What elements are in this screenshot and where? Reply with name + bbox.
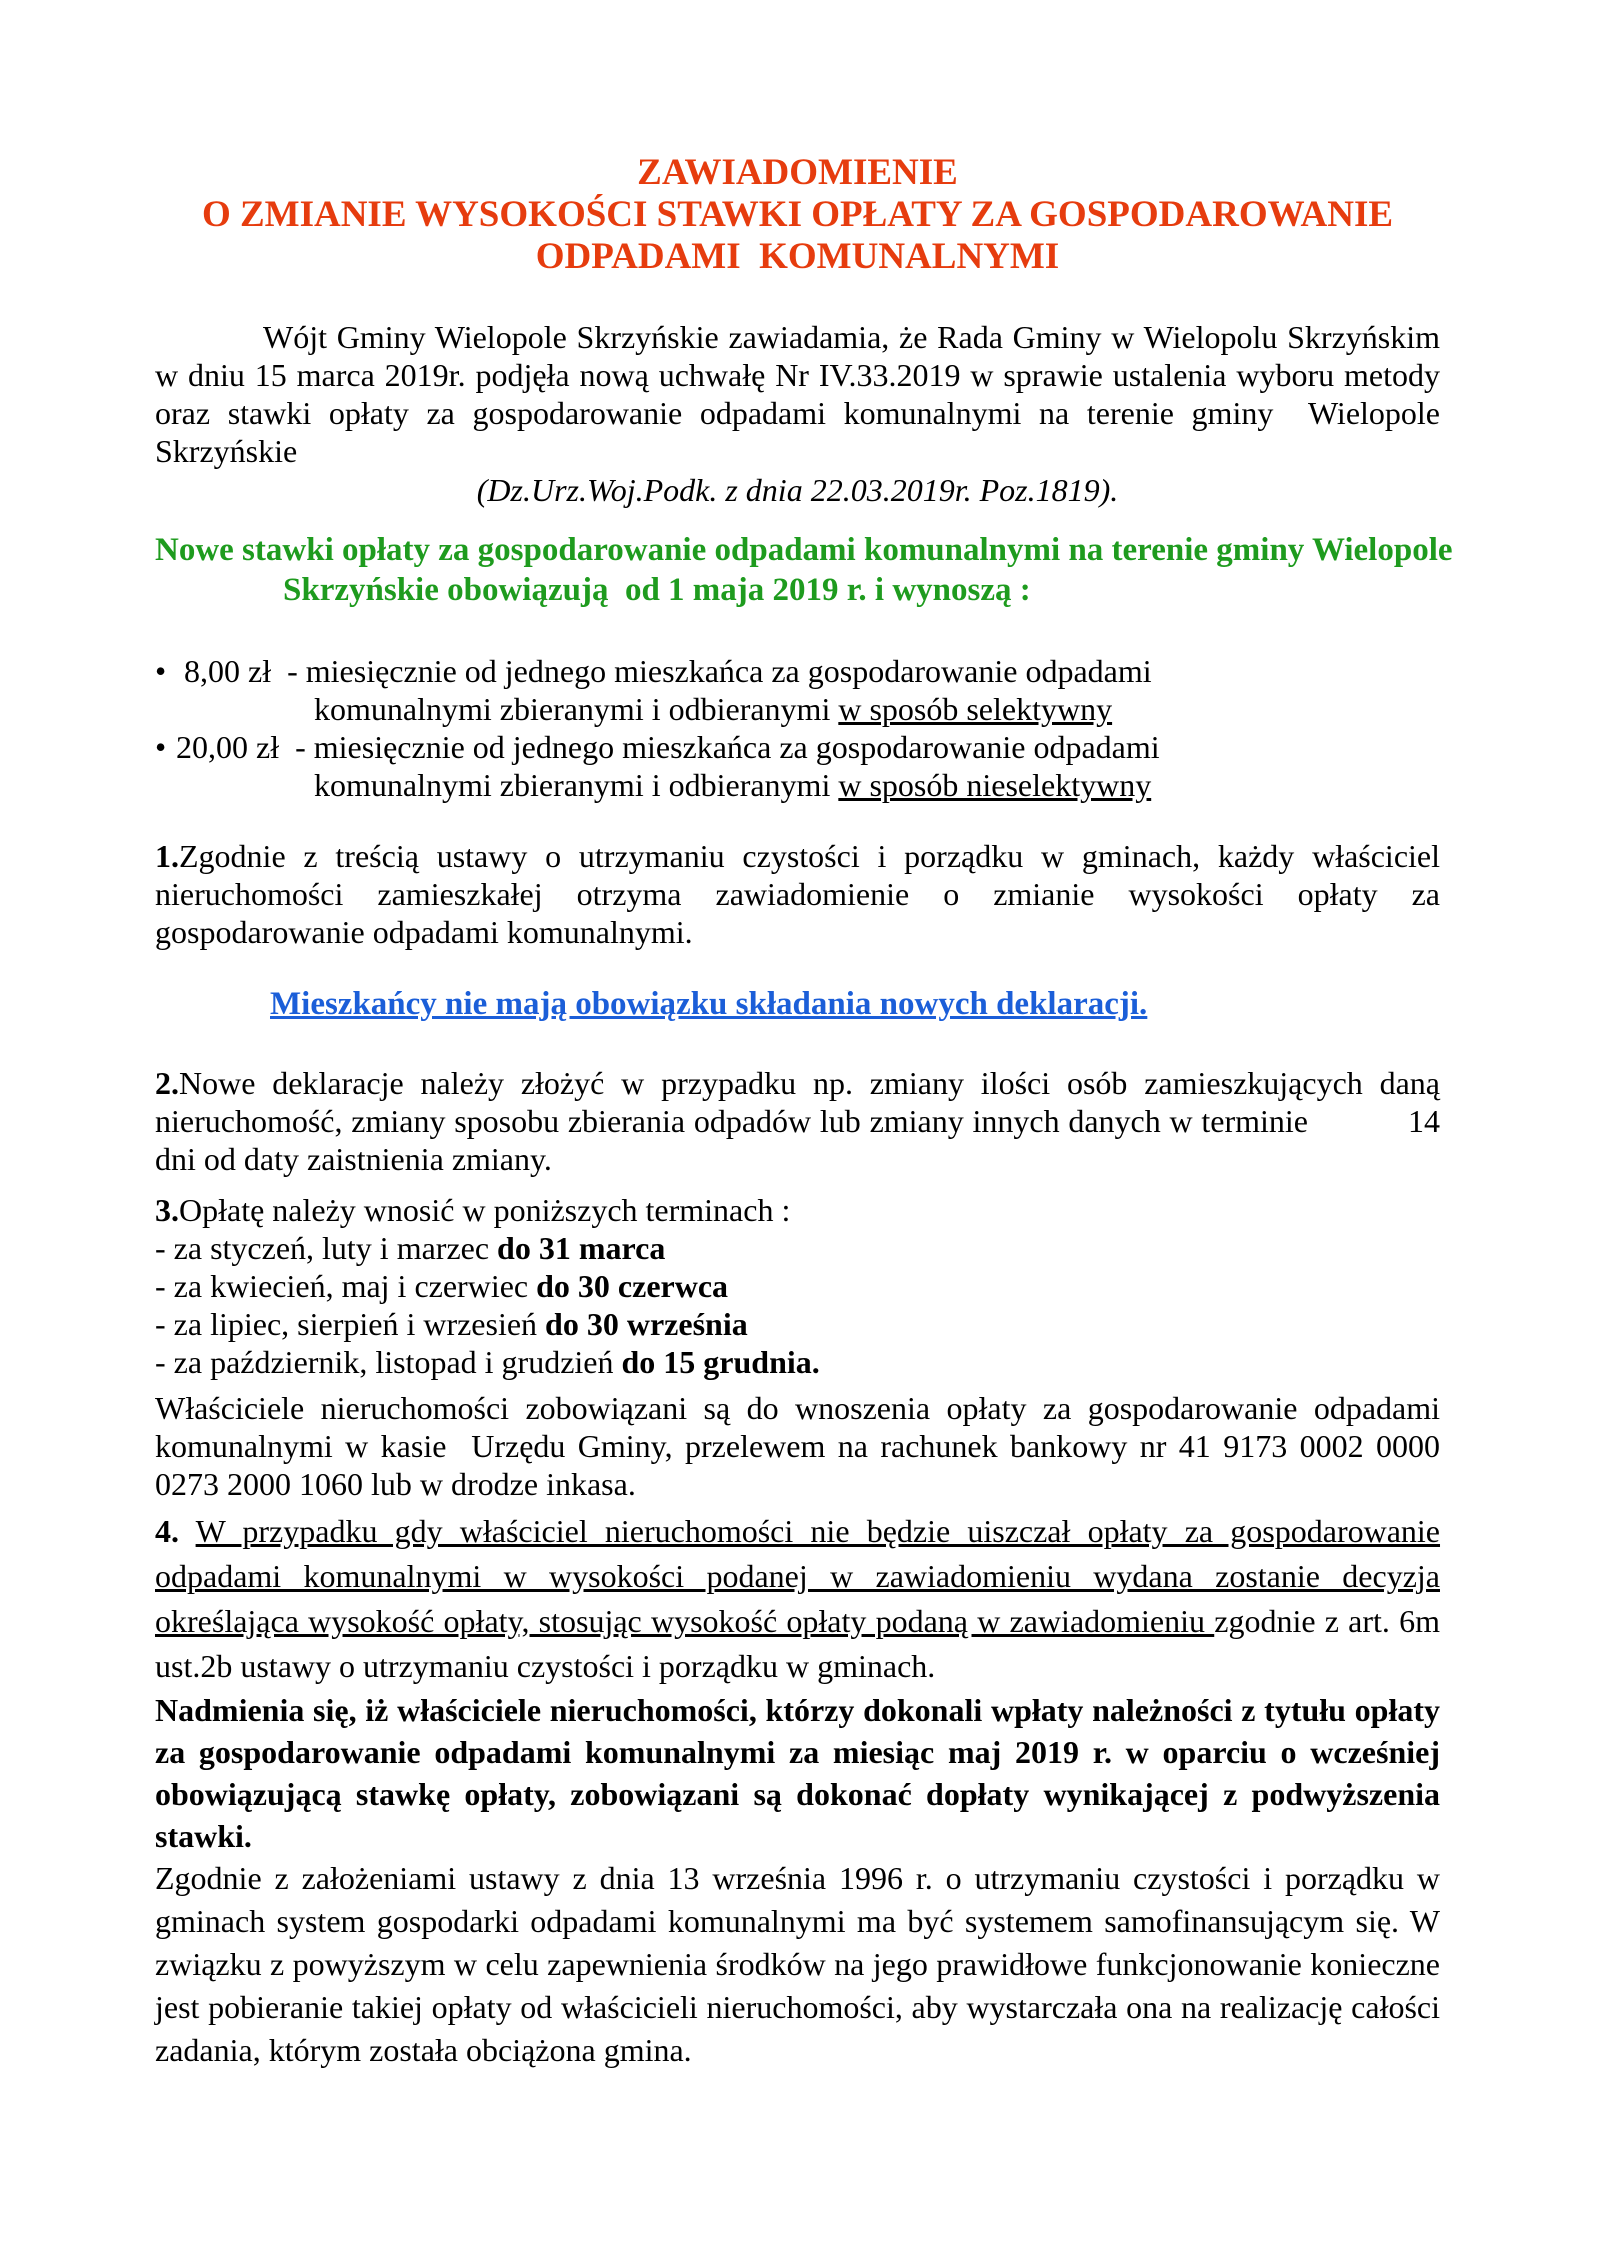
rate-text: 20,00 zł - miesięcznie od jednego mieszkańca za gospodarowanie odpadami bbox=[176, 729, 1160, 765]
point-3-heading bbox=[155, 1191, 1440, 1229]
surcharge-note-paragraph: Nadmienia się, iż właściciele nieruchomości, którzy dokonali wpłaty należności z tytułu opłaty za gospodarowanie odpadami komunalnymi za miesiąc maj 2019 r. w oparciu o wcześniej obowiązującą stawkę opłaty, zobowiązani są dokonać dopłaty wynikającej z podwyższenia stawki. bbox=[155, 1692, 1440, 1854]
point-4-paragraph bbox=[155, 1509, 1440, 1689]
point-number: 2. bbox=[155, 1065, 179, 1101]
rate-line-2 bbox=[155, 690, 1440, 728]
deadline-date: do 15 grudnia. bbox=[621, 1344, 820, 1380]
rate-item-nonselective bbox=[155, 728, 1440, 804]
rate-line-2 bbox=[155, 766, 1440, 804]
no-declaration-notice: Mieszkańcy nie mają obowiązku składania nowych deklaracji. bbox=[270, 986, 1148, 1022]
point-text-underlined: W przypadku gdy właściciel nieruchomości nie będzie uiszczał opłaty za gospodarowanie odpadami komunalnymi w wysokości podanej w zawiadomieniu wydana zostanie decyzja określająca wysokość opłaty, stosując wysokość opłaty podaną w zawiadomieniu bbox=[155, 1513, 1441, 1639]
title-line: ZAWIADOMIENIE bbox=[637, 152, 958, 193]
space bbox=[179, 1513, 196, 1549]
intro-paragraph: Wójt Gminy Wielopole Skrzyńskie zawiadamia, że Rada Gminy w Wielopolu Skrzyńskim w dniu 15 marca 2019r. podjęła nową uchwałę Nr IV.33.2019 w sprawie ustalenia wyboru metody oraz stawki opłaty za gospodarowanie odpadami komunalnymi na terenie gminy Wielopole Skrzyńskie bbox=[155, 319, 1448, 469]
point-number: 3. bbox=[155, 1192, 179, 1228]
rate-method-underlined: w sposób selektywny bbox=[838, 691, 1113, 727]
rates-heading-line-2: Skrzyńskie obowiązują od 1 maja 2019 r. i wynoszą : bbox=[283, 572, 1031, 608]
rate-method-underlined: w sposób nieselektywny bbox=[838, 767, 1152, 803]
deadline-line bbox=[155, 1305, 1440, 1343]
deadline-text: - za styczeń, luty i marzec bbox=[155, 1230, 498, 1266]
point-2-paragraph bbox=[155, 1064, 1440, 1178]
point-text: Opłatę należy wnosić w poniższych terminach : bbox=[179, 1192, 791, 1228]
point-text: Nowe deklaracje należy złożyć w przypadku np. zmiany ilości osób zamieszkujących daną nieruchomość, zmiany sposobu zbierania odpadów lub zmiany innych danych w terminie bbox=[155, 1065, 1440, 1139]
closing-paragraph: Zgodnie z założeniami ustawy z dnia 13 września 1996 r. o utrzymaniu czystości i porządku w gminach system gospodarki odpadami komunalnymi ma być systemem samofinansującym się. W związku z powyższym w celu zapewnienia środków na jego prawidłowe funkcjonowanie konieczne jest pobieranie takiej opłaty od właścicieli nieruchomości, aby wystarczała ona na realizację całości zadania, którym została obciążona gmina. bbox=[155, 1860, 1440, 2068]
bullet-icon: • bbox=[155, 729, 167, 765]
rates-list bbox=[155, 652, 1440, 804]
rates-heading-line-1: Nowe stawki opłaty za gospodarowanie odpadami komunalnymi na terenie gminy Wielopole bbox=[155, 532, 1453, 568]
rate-text: komunalnymi zbieranymi i odbieranymi bbox=[314, 691, 839, 727]
deadline-text: - za kwiecień, maj i czerwiec bbox=[155, 1268, 537, 1304]
point-number: 1. bbox=[155, 838, 179, 874]
point-text: 14 dni od daty zaistnienia zmiany. bbox=[155, 1103, 1440, 1177]
title-line: O ZMIANIE WYSOKOŚCI STAWKI OPŁATY ZA GOSPODAROWANIE bbox=[201, 194, 1394, 235]
deadline-line bbox=[155, 1267, 1440, 1305]
payment-info-paragraph: Właściciele nieruchomości zobowiązani są do wnoszenia opłaty za gospodarowanie odpadami komunalnymi w kasie Urzędu Gminy, przelewem na rachunek bankowy nr 41 9173 0002 0000 0273 2000 1060 lub w drodze inkasa. bbox=[155, 1390, 1448, 1502]
point-1-paragraph bbox=[155, 837, 1440, 951]
deadline-date: do 30 września bbox=[545, 1306, 748, 1342]
rate-line-1 bbox=[155, 652, 1440, 690]
point-number: 4. bbox=[155, 1513, 179, 1549]
deadline-date: do 30 czerwca bbox=[536, 1268, 729, 1304]
rate-line-1 bbox=[155, 728, 1440, 766]
bullet-icon: • bbox=[155, 653, 167, 689]
title-line: ODPADAMI KOMUNALNYMI bbox=[535, 236, 1060, 277]
deadline-text: - za lipiec, sierpień i wrzesień bbox=[155, 1306, 546, 1342]
legal-reference: (Dz.Urz.Woj.Podk. z dnia 22.03.2019r. Poz.1819). bbox=[476, 472, 1119, 508]
rate-text: 8,00 zł - miesięcznie od jednego mieszkańca za gospodarowanie odpadami bbox=[176, 653, 1152, 689]
deadline-line bbox=[155, 1229, 1440, 1267]
rate-item-selective bbox=[155, 652, 1440, 728]
rates-heading bbox=[155, 530, 1453, 610]
deadline-date: do 31 marca bbox=[497, 1230, 666, 1266]
deadline-line bbox=[155, 1343, 1440, 1381]
rate-text: komunalnymi zbieranymi i odbieranymi bbox=[314, 767, 839, 803]
point-text: zgodnie z art. 6m ust.2b ustawy o utrzymaniu czystości i porządku w gminach. bbox=[155, 1603, 1441, 1684]
deadline-text: - za październik, listopad i grudzień bbox=[155, 1344, 622, 1380]
point-text: Zgodnie z treścią ustawy o utrzymaniu czystości i porządku w gminach, każdy właściciel nieruchomości zamieszkałej otrzyma zawiadomienie o zmianie wysokości opłaty za gospodarowanie odpadami komunalnymi. bbox=[155, 838, 1440, 950]
document-title bbox=[155, 152, 1440, 278]
